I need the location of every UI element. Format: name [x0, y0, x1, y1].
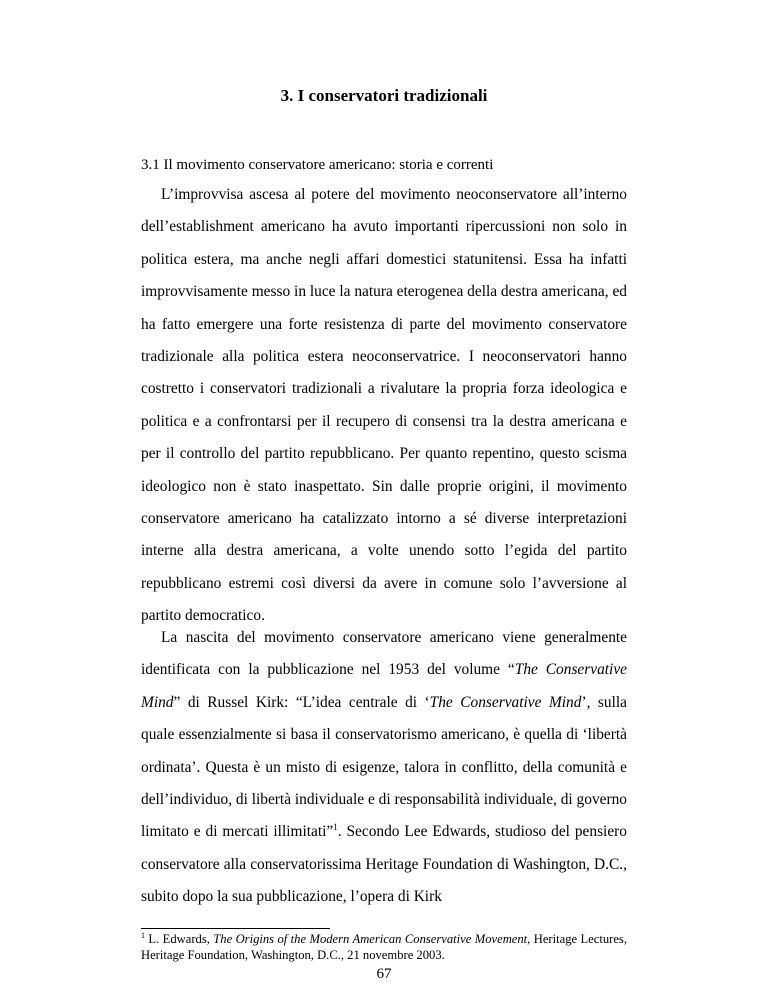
- footnote-author: L. Edwards,: [145, 932, 214, 946]
- footnote-divider: [141, 928, 330, 929]
- footnote: [141, 931, 627, 963]
- book-title: The Conservative Mind: [429, 693, 582, 711]
- paragraph-2-text-a: La nascita del movimento conservatore americano viene generalmente identificata con la pubblicazione nel 1953 del volume “: [141, 629, 627, 679]
- paragraph-1: L’improvvisa ascesa al potere del movimento neoconservatore all’interno dell’establishment americano ha avuto importanti ripercussioni non solo in politica estera, ma anche negli affari domestici statunitensi. Essa ha infatti improvvisamente messo in luce la natura eterogenea della destra americana, ed ha fatto emergere una forte resistenza di parte del movimento conservatore tradizionale alla politica estera neoconservatrice. I neoconservatori hanno costretto i conservatori tradizionali a rivalutare la propria forza ideologica e politica e a confrontarsi per il recupero di consensi tra la destra americana e per il controllo del partito repubblicano. Per quanto repentino, questo scisma ideologico non è stato inaspettato. Sin dalle proprie origini, il movimento conservatore americano ha catalizzato intorno a sé diverse interpretazioni interne alla destra americana, a volte unendo sotto l’egida del partito repubblicano estremi così diversi da avere in comune solo l’avversione al partito democratico.: [141, 186, 627, 625]
- footnote-details: , Heritage Lectures, Heritage Foundation, Washington, D.C., 21 novembre 2003.: [141, 932, 627, 962]
- paragraph-2-text-d: . Secondo Lee Edwards, studioso del pensiero conservatore alla conservatorissima Heritage Foundation di Washington, D.C., subito dopo la sua pubblicazione, l’opera di Kirk: [141, 823, 627, 906]
- footnote-reference[interactable]: 1: [333, 822, 338, 833]
- paragraph-2: [141, 622, 627, 914]
- book-title: The Conservative Mind: [141, 661, 627, 711]
- paragraph-2-text-c: ’, sulla quale essenzialmente si basa il conservatorismo americano, è quella di ‘libertà ordinata’. Questa è un misto di esigenze, talora in conflitto, della comunità e dell’individuo, di libertà individuale e di responsabilità individuale, di governo limitato e di mercati illimitati”: [141, 693, 627, 841]
- chapter-title: 3. I conservatori tradizionali: [280, 86, 488, 105]
- paragraph-2-text-b: ” di Russel Kirk: “L’idea centrale di ‘: [173, 693, 430, 711]
- footnote-title: The Origins of the Modern American Conservative Movement: [213, 932, 528, 946]
- page-number: 67: [376, 966, 392, 982]
- section-title: 3.1 Il movimento conservatore americano: storia e correnti: [141, 157, 494, 173]
- footnote-number: 1: [141, 930, 145, 940]
